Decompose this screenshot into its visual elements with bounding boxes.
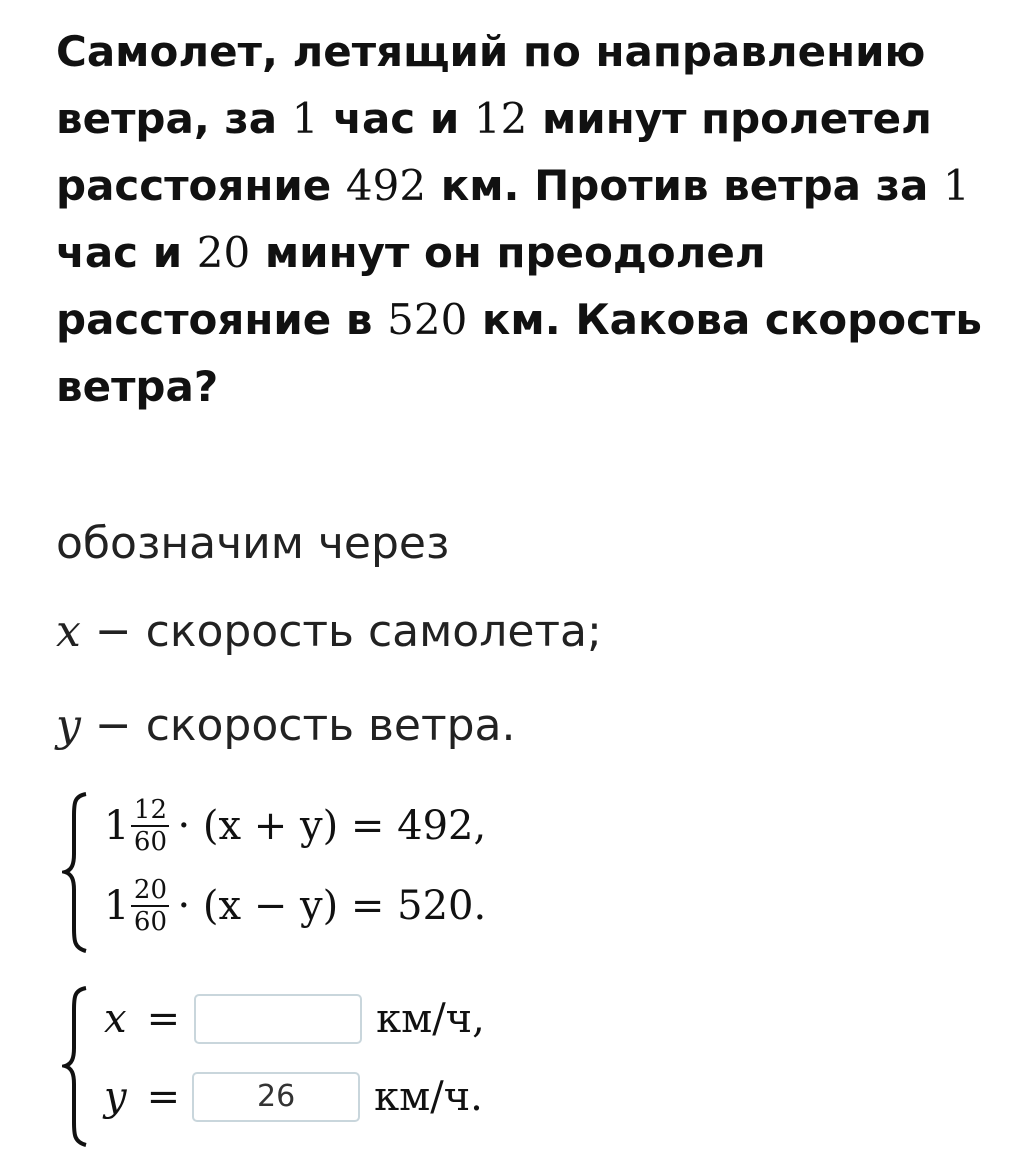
mixed-whole: 1 <box>104 803 130 849</box>
left-brace-icon <box>62 790 92 955</box>
answer-unit: км/ч. <box>374 1074 483 1120</box>
fraction <box>131 796 169 856</box>
problem-text-part: км. Какова скорость ветра? <box>56 295 982 411</box>
notation-x-desc: − скорость самолета; <box>94 606 602 657</box>
equation-expression: · (x − y) = 520. <box>177 883 487 929</box>
notation-y-line <box>56 700 516 751</box>
equals-sign: = <box>146 996 181 1042</box>
fraction-denominator: 60 <box>133 827 167 857</box>
answer-unit: км/ч, <box>376 996 485 1042</box>
fraction-denominator: 60 <box>133 907 167 937</box>
fraction-numerator: 20 <box>133 875 167 905</box>
mixed-whole: 1 <box>104 883 130 929</box>
problem-text-part: км. Против ветра за <box>426 161 943 210</box>
fraction-numerator: 12 <box>133 795 167 825</box>
equation-row <box>104 876 486 936</box>
answer-row-y <box>104 1072 483 1122</box>
problem-number: 492 <box>345 161 427 210</box>
notation-y-desc: − скорость ветра. <box>94 700 516 751</box>
answer-y-input[interactable]: 26 <box>192 1072 360 1122</box>
problem-number: 1 <box>942 161 970 210</box>
problem-text-part: Самолет, летящий по направлению ветра, за <box>56 27 926 143</box>
answer-x-input[interactable] <box>194 994 362 1044</box>
answer-variable: y <box>104 1074 127 1120</box>
variable-y: y <box>56 700 81 751</box>
problem-number: 520 <box>387 295 468 344</box>
problem-text-part: минут пролетел расстояние <box>56 94 932 210</box>
problem-number: 12 <box>473 94 528 143</box>
problem-text-part: час и <box>56 228 197 277</box>
problem-text-part: минут он преодолел расстояние в <box>56 228 766 344</box>
notation-x-line <box>56 606 602 657</box>
problem-number: 1 <box>291 94 319 143</box>
fraction <box>131 876 169 936</box>
problem-text-part: час и <box>318 94 474 143</box>
left-brace-icon <box>62 984 92 1149</box>
notation-intro: обозначим через <box>56 518 450 569</box>
problem-number: 20 <box>196 228 251 277</box>
equals-sign: = <box>146 1074 181 1120</box>
problem-text <box>56 18 986 420</box>
variable-x: x <box>56 606 81 657</box>
answer-variable: x <box>104 996 127 1042</box>
equation-row <box>104 796 486 856</box>
equation-expression: · (x + y) = 492, <box>177 803 487 849</box>
answer-row-x <box>104 994 485 1044</box>
